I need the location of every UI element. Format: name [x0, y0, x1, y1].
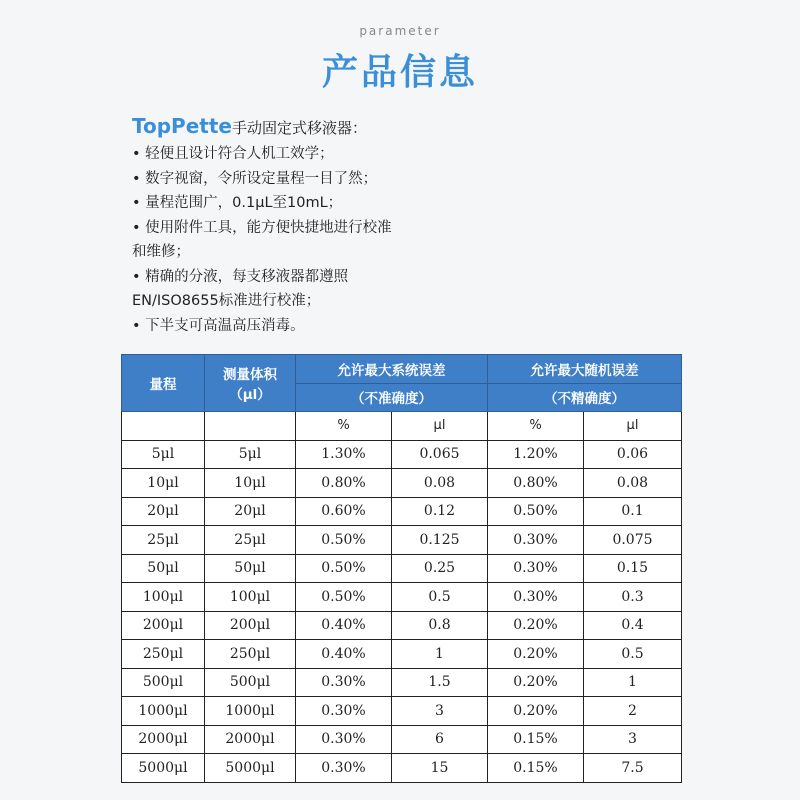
- unit-cell-empty: [122, 412, 205, 441]
- page-title: 产品信息: [321, 52, 478, 93]
- cell-rand-ul: 0.15: [584, 554, 682, 583]
- cell-sys-ul: 6: [392, 725, 488, 754]
- feature-item: • 量程范围广，0.1μL至10mL；: [132, 195, 343, 211]
- unit-row: [122, 412, 682, 441]
- table-row: [122, 554, 682, 583]
- feature-item: • 轻便且设计符合人机工效学；: [132, 146, 334, 162]
- cell-sys-ul: 0.8: [392, 611, 488, 640]
- cell-sys-percent: 0.50%: [296, 554, 392, 583]
- cell-volume: 20μl: [205, 497, 296, 526]
- cell-range: 50μl: [122, 554, 205, 583]
- cell-range: 5000μl: [122, 754, 205, 783]
- cell-sys-ul: 0.125: [392, 526, 488, 555]
- unit-cell-ul: μl: [392, 412, 488, 441]
- cell-rand-ul: 0.5: [584, 640, 682, 669]
- cell-rand-percent: 0.20%: [488, 611, 584, 640]
- cell-rand-ul: 0.3: [584, 583, 682, 612]
- cell-rand-percent: 0.80%: [488, 469, 584, 498]
- cell-rand-percent: 0.30%: [488, 554, 584, 583]
- feature-item-continued: 和维修；: [132, 244, 190, 260]
- cell-range: 10μl: [122, 469, 205, 498]
- cell-range: 1000μl: [122, 697, 205, 726]
- cell-sys-ul: 3: [392, 697, 488, 726]
- cell-rand-ul: 0.06: [584, 440, 682, 469]
- table-row: [122, 640, 682, 669]
- cell-sys-ul: 1.5: [392, 668, 488, 697]
- cell-volume: 100μl: [205, 583, 296, 612]
- table-header-row: [122, 355, 682, 384]
- cell-rand-percent: 0.30%: [488, 526, 584, 555]
- cell-rand-percent: 0.15%: [488, 754, 584, 783]
- cell-volume: 2000μl: [205, 725, 296, 754]
- cell-rand-ul: 0.4: [584, 611, 682, 640]
- cell-range: 20μl: [122, 497, 205, 526]
- cell-volume: 5000μl: [205, 754, 296, 783]
- table-row: [122, 725, 682, 754]
- header-systematic-error: 允许最大系统误差: [296, 355, 488, 384]
- cell-rand-percent: 0.30%: [488, 583, 584, 612]
- table-row: [122, 526, 682, 555]
- feature-item-continued: EN/ISO8655标准进行校准；: [132, 293, 321, 309]
- cell-rand-ul: 3: [584, 725, 682, 754]
- feature-item: • 精确的分液，每支移液器都遵照: [132, 268, 349, 285]
- cell-sys-percent: 0.30%: [296, 668, 392, 697]
- cell-rand-percent: 0.20%: [488, 697, 584, 726]
- cell-rand-ul: 0.075: [584, 526, 682, 555]
- header-volume-unit: （μl）: [229, 387, 271, 403]
- header-volume-label: 测量体积: [223, 367, 277, 383]
- product-intro: [132, 112, 692, 338]
- cell-volume: 500μl: [205, 668, 296, 697]
- feature-item: • 下半支可高温高压消毒。: [132, 317, 305, 334]
- cell-range: 100μl: [122, 583, 205, 612]
- cell-sys-percent: 0.30%: [296, 697, 392, 726]
- intro-heading: [132, 112, 692, 142]
- cell-volume: 10μl: [205, 469, 296, 498]
- cell-sys-ul: 0.5: [392, 583, 488, 612]
- cell-sys-ul: 0.08: [392, 469, 488, 498]
- cell-rand-ul: 1: [584, 668, 682, 697]
- cell-sys-percent: 0.40%: [296, 611, 392, 640]
- header-inaccuracy: （不准确度）: [296, 383, 488, 412]
- intro-heading-text: 手动固定式移液器：: [231, 119, 367, 137]
- cell-sys-ul: 15: [392, 754, 488, 783]
- table-row: [122, 697, 682, 726]
- table-row: [122, 754, 682, 783]
- unit-cell-ul: μl: [584, 412, 682, 441]
- cell-sys-percent: 0.50%: [296, 583, 392, 612]
- cell-range: 5μl: [122, 440, 205, 469]
- table-row: [122, 668, 682, 697]
- cell-volume: 25μl: [205, 526, 296, 555]
- feature-item: • 使用附件工具，能方便快捷地进行校准: [132, 219, 392, 236]
- cell-sys-percent: 0.80%: [296, 469, 392, 498]
- cell-range: 250μl: [122, 640, 205, 669]
- cell-volume: 50μl: [205, 554, 296, 583]
- unit-cell-empty: [205, 412, 296, 441]
- header-imprecision: （不精确度）: [488, 383, 682, 412]
- cell-volume: 250μl: [205, 640, 296, 669]
- cell-rand-ul: 0.08: [584, 469, 682, 498]
- table-row: [122, 440, 682, 469]
- cell-sys-percent: 0.50%: [296, 526, 392, 555]
- header-volume: [205, 355, 296, 412]
- cell-range: 200μl: [122, 611, 205, 640]
- table-row: [122, 583, 682, 612]
- cell-rand-ul: 7.5: [584, 754, 682, 783]
- cell-sys-ul: 0.065: [392, 440, 488, 469]
- table-row: [122, 611, 682, 640]
- cell-sys-percent: 0.60%: [296, 497, 392, 526]
- cell-sys-percent: 0.30%: [296, 725, 392, 754]
- cell-range: 25μl: [122, 526, 205, 555]
- cell-range: 2000μl: [122, 725, 205, 754]
- cell-sys-ul: 0.12: [392, 497, 488, 526]
- header-random-error: 允许最大随机误差: [488, 355, 682, 384]
- feature-item: • 数字视窗，令所设定量程一目了然；: [132, 170, 378, 187]
- cell-sys-ul: 1: [392, 640, 488, 669]
- cell-volume: 5μl: [205, 440, 296, 469]
- cell-rand-percent: 1.20%: [488, 440, 584, 469]
- section-kicker: parameter: [359, 24, 441, 38]
- unit-cell-percent: %: [296, 412, 392, 441]
- cell-rand-percent: 0.20%: [488, 640, 584, 669]
- cell-sys-percent: 0.40%: [296, 640, 392, 669]
- cell-rand-ul: 0.1: [584, 497, 682, 526]
- cell-volume: 200μl: [205, 611, 296, 640]
- table-row: [122, 497, 682, 526]
- cell-rand-percent: 0.15%: [488, 725, 584, 754]
- feature-list: [132, 142, 692, 338]
- cell-sys-percent: 0.30%: [296, 754, 392, 783]
- table-row: [122, 469, 682, 498]
- cell-sys-percent: 1.30%: [296, 440, 392, 469]
- cell-rand-percent: 0.50%: [488, 497, 584, 526]
- cell-volume: 1000μl: [205, 697, 296, 726]
- header-range: 量程: [122, 355, 205, 412]
- cell-rand-ul: 2: [584, 697, 682, 726]
- cell-sys-ul: 0.25: [392, 554, 488, 583]
- cell-rand-percent: 0.20%: [488, 668, 584, 697]
- cell-range: 500μl: [122, 668, 205, 697]
- spec-table: [121, 354, 682, 783]
- brand-name: TopPette: [132, 114, 232, 138]
- unit-cell-percent: %: [488, 412, 584, 441]
